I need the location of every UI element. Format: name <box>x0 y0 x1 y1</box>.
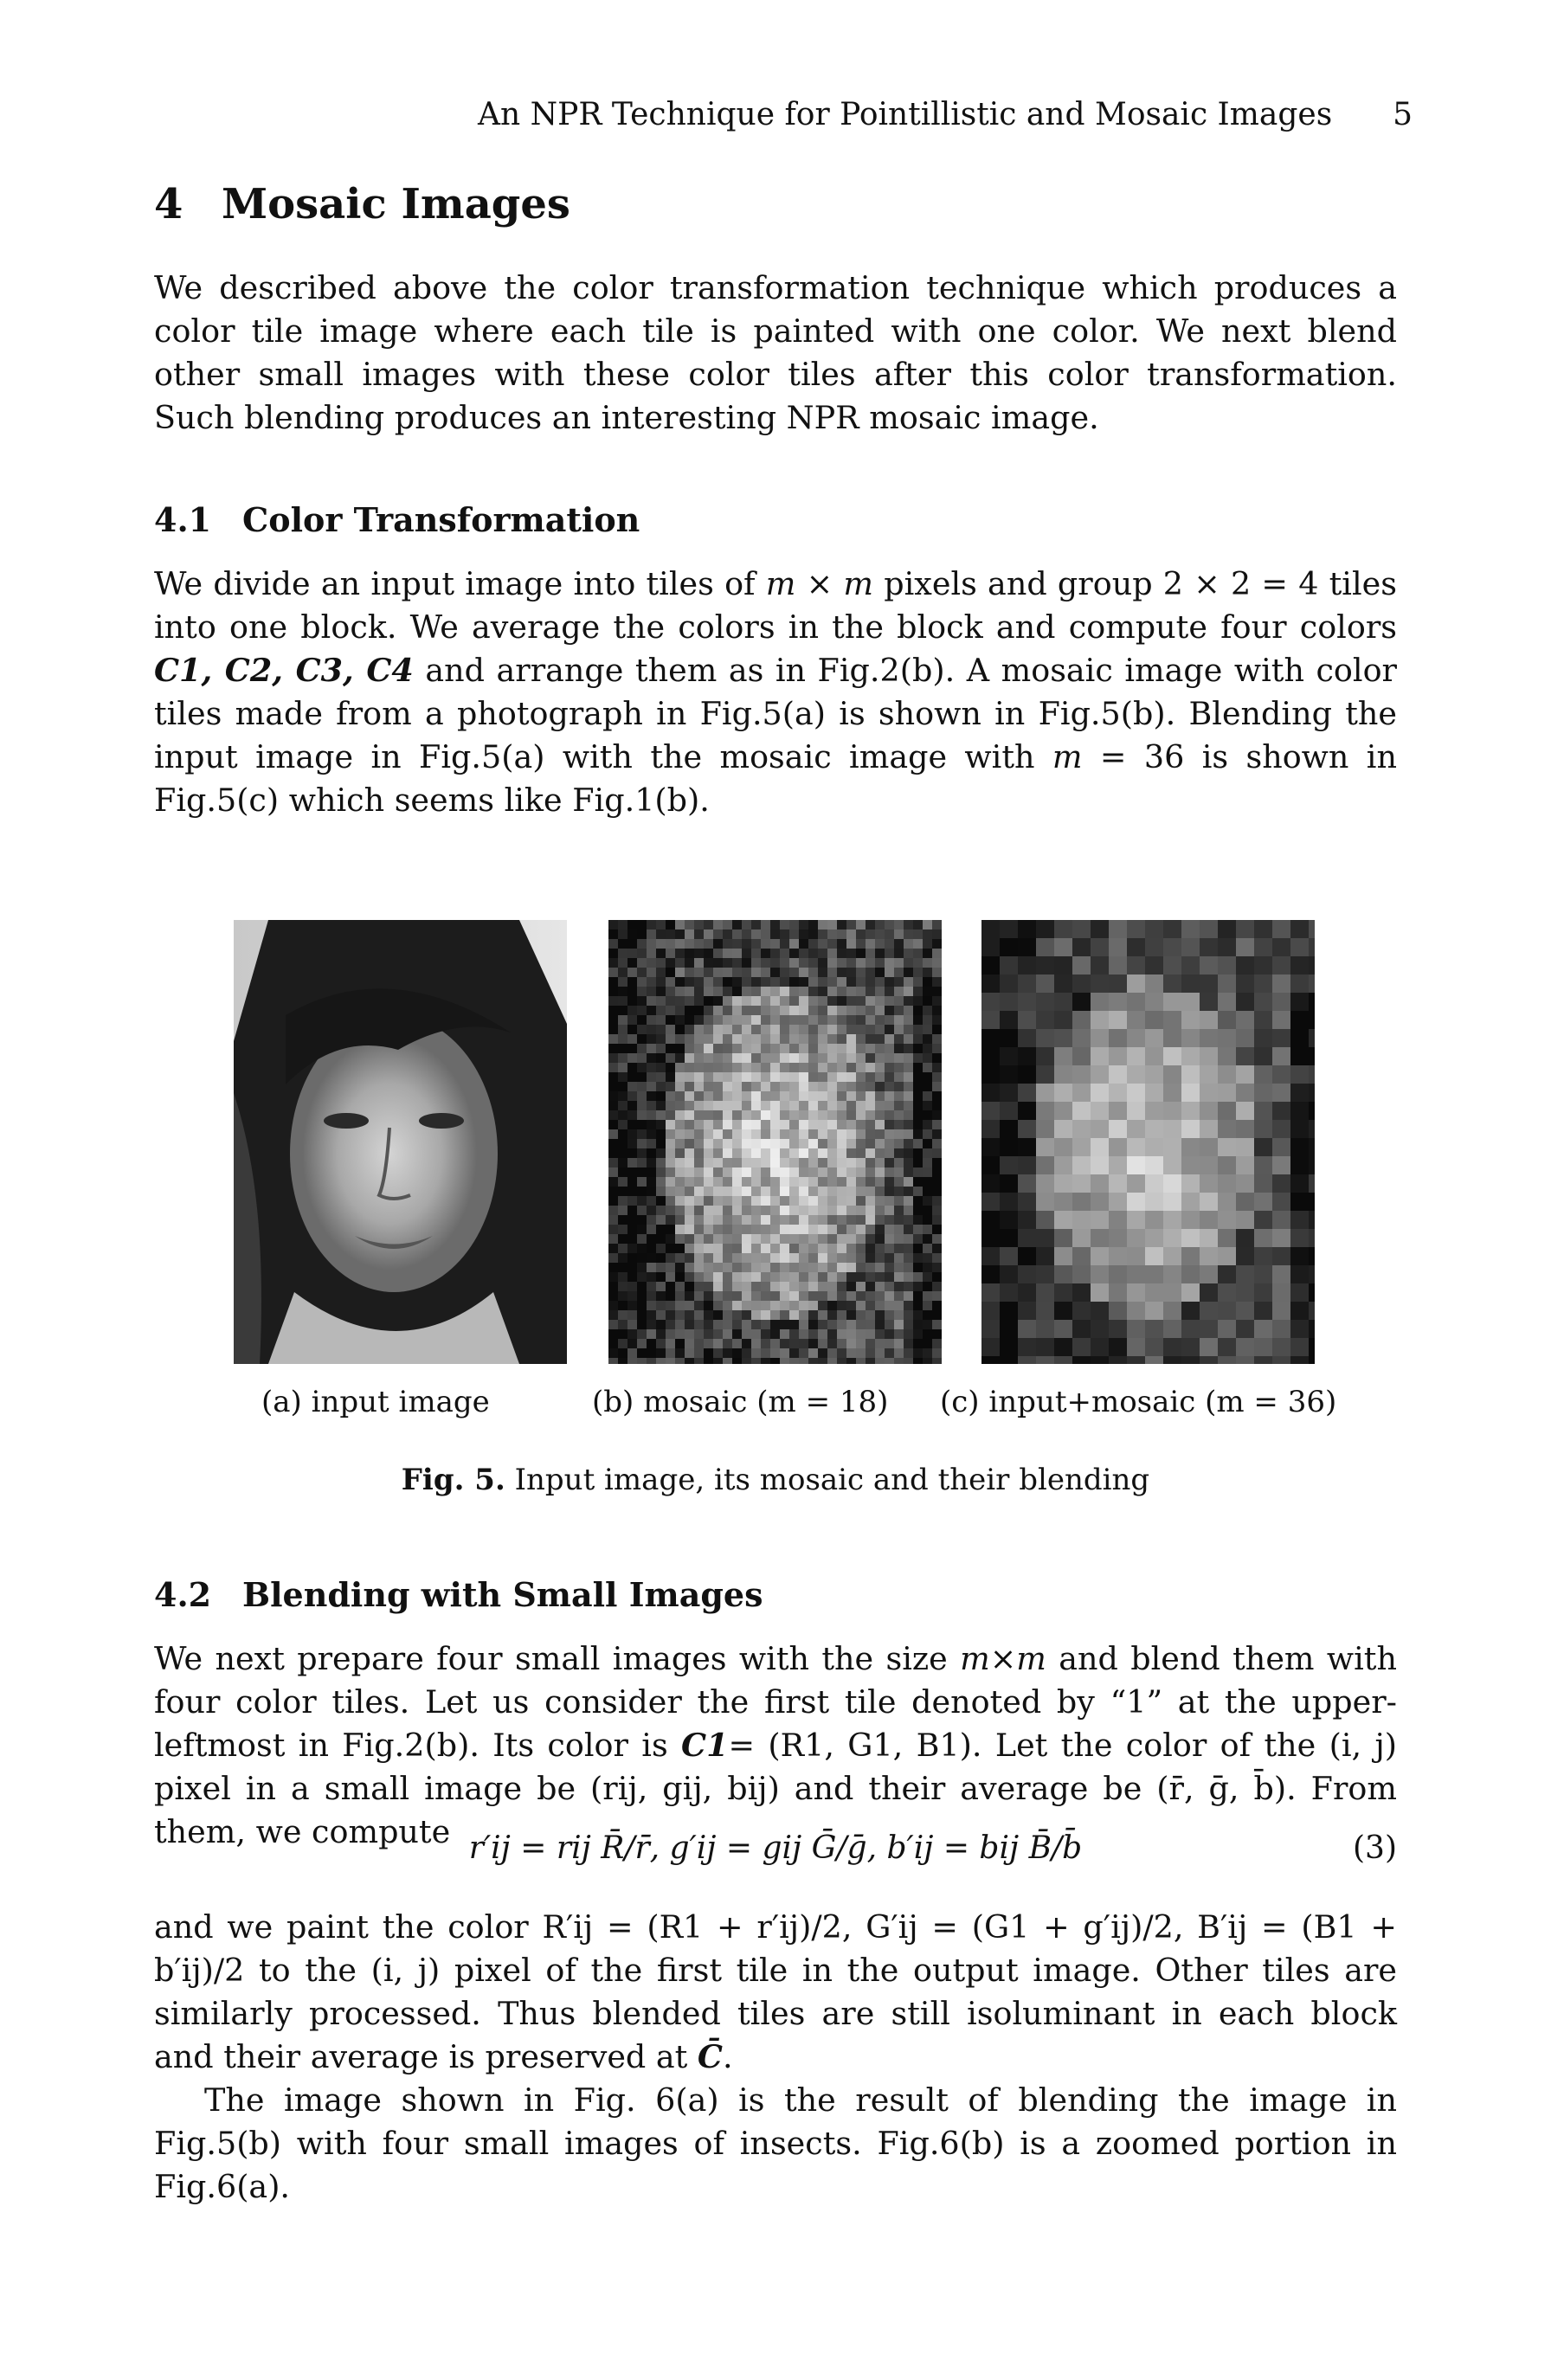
s41-text-4: = 36 is shown in Fig.5(c) which seems like Fig.1(b). <box>154 738 1397 819</box>
s42-p2-cbar: C̄ <box>697 2038 723 2075</box>
section-4-2-title: Blending with Small Images <box>242 1575 763 1614</box>
section-4-2-number: 4.2 <box>154 1575 212 1614</box>
section-4-2-paragraph-3: The image shown in Fig. 6(a) is the result of blending the image in Fig.5(b) with four small images of insects. Fig.6(b) is a zoomed portion in Fig.6(a). <box>154 2081 1397 2205</box>
section-4-2-heading <box>154 1575 763 1614</box>
s41-var-m-1: m <box>765 565 796 602</box>
s42-p1-var-mxm: m×m <box>960 1640 1046 1677</box>
equation-3-body: r′ij = rij R̄/r̄, g′ij = gij Ḡ/ḡ, b′ij = bij B̄/b̄ <box>468 1830 1083 1866</box>
mosaic-tiles-image <box>608 920 942 1364</box>
s42-p2-end: . <box>722 2038 733 2075</box>
s42-p1-c1: C1 <box>681 1727 729 1764</box>
section-4-1-paragraph <box>154 563 1397 822</box>
section-4-paragraph: We described above the color transformation technique which produces a color tile image where each tile is painted with one color. We next blend other small images with these color tiles after this color transformation. Such blending produces an interesting NPR mosaic image. <box>154 269 1397 436</box>
figure-5a-input-photo <box>234 920 567 1364</box>
equation-3-number: (3) <box>1353 1830 1397 1866</box>
section-4-1-title: Color Transformation <box>242 500 640 539</box>
s41-colors-list: C1, C2, C3, C4 <box>154 652 414 689</box>
figure-5-label: Fig. 5. <box>401 1463 505 1497</box>
s42-p1-text-3: = (R1, G1, B1). Let the color of the (i, j) pixel in a small image be (rij, gij, bij) and their average be (r̄, ḡ, b̄). From them, we compute <box>154 1727 1397 1850</box>
equation-3 <box>154 1830 1397 1879</box>
blended-mosaic-image <box>981 920 1315 1364</box>
s42-p2-text: and we paint the color R′ij = (R1 + r′ij)/2, G′ij = (G1 + g′ij)/2, B′ij = (B1 + b′ij)/2 to the (i, j) pixel of the first tile in the output image. Other tiles are similarly processed. Thus blended tiles are still isoluminant in each block and their average is preserved at <box>154 1908 1397 2075</box>
figure-5-caption-text: Input image, its mosaic and their blending <box>514 1463 1150 1497</box>
figure-5c-blended-image <box>981 920 1315 1364</box>
section-4-2-paragraph-1 <box>154 1637 1397 1854</box>
figure-5b-mosaic-image <box>608 920 942 1364</box>
s41-text-2: pixels and group 2 × 2 = 4 tiles into one block. We average the colors in the block and compute four colors <box>154 565 1397 646</box>
s41-text-1: We divide an input image into tiles of <box>154 565 766 602</box>
running-head-title: An NPR Technique for Pointillistic and Mosaic Images <box>478 97 1333 132</box>
s41-text-3: and arrange them as in Fig.2(b). A mosaic image with color tiles made from a photograph in Fig.5(a) is shown in Fig.5(b). Blending the input image in Fig.5(a) with the mosaic image with <box>154 652 1397 775</box>
section-4-heading <box>154 180 570 228</box>
s41-var-m-3: m <box>1052 738 1083 775</box>
s41-times: × <box>795 565 844 602</box>
section-4-title: Mosaic Images <box>222 180 570 228</box>
page-number: 5 <box>1393 97 1413 132</box>
figure-5c-subcaption: (c) input+mosaic (m = 36) <box>940 1385 1337 1419</box>
s42-p1-text-2: and blend them with four color tiles. Let us consider the first tile denoted by “1” at the upper-leftmost in Fig.2(b). Its color is <box>154 1640 1397 1764</box>
figure-5 <box>234 920 1316 1366</box>
figure-5-caption <box>0 1463 1551 1497</box>
figure-5a-subcaption: (a) input image <box>261 1385 490 1419</box>
running-head <box>478 97 1413 140</box>
s41-var-m-2: m <box>843 565 874 602</box>
s42-p1-text-1: We next prepare four small images with the size <box>154 1640 961 1677</box>
section-4-1-number: 4.1 <box>154 500 212 539</box>
section-4-number: 4 <box>154 180 183 228</box>
section-4-1-heading <box>154 500 640 539</box>
portrait-photo-image <box>234 920 567 1364</box>
section-4-2-paragraph-2 <box>154 1906 1397 2079</box>
figure-5b-subcaption: (b) mosaic (m = 18) <box>592 1385 889 1419</box>
